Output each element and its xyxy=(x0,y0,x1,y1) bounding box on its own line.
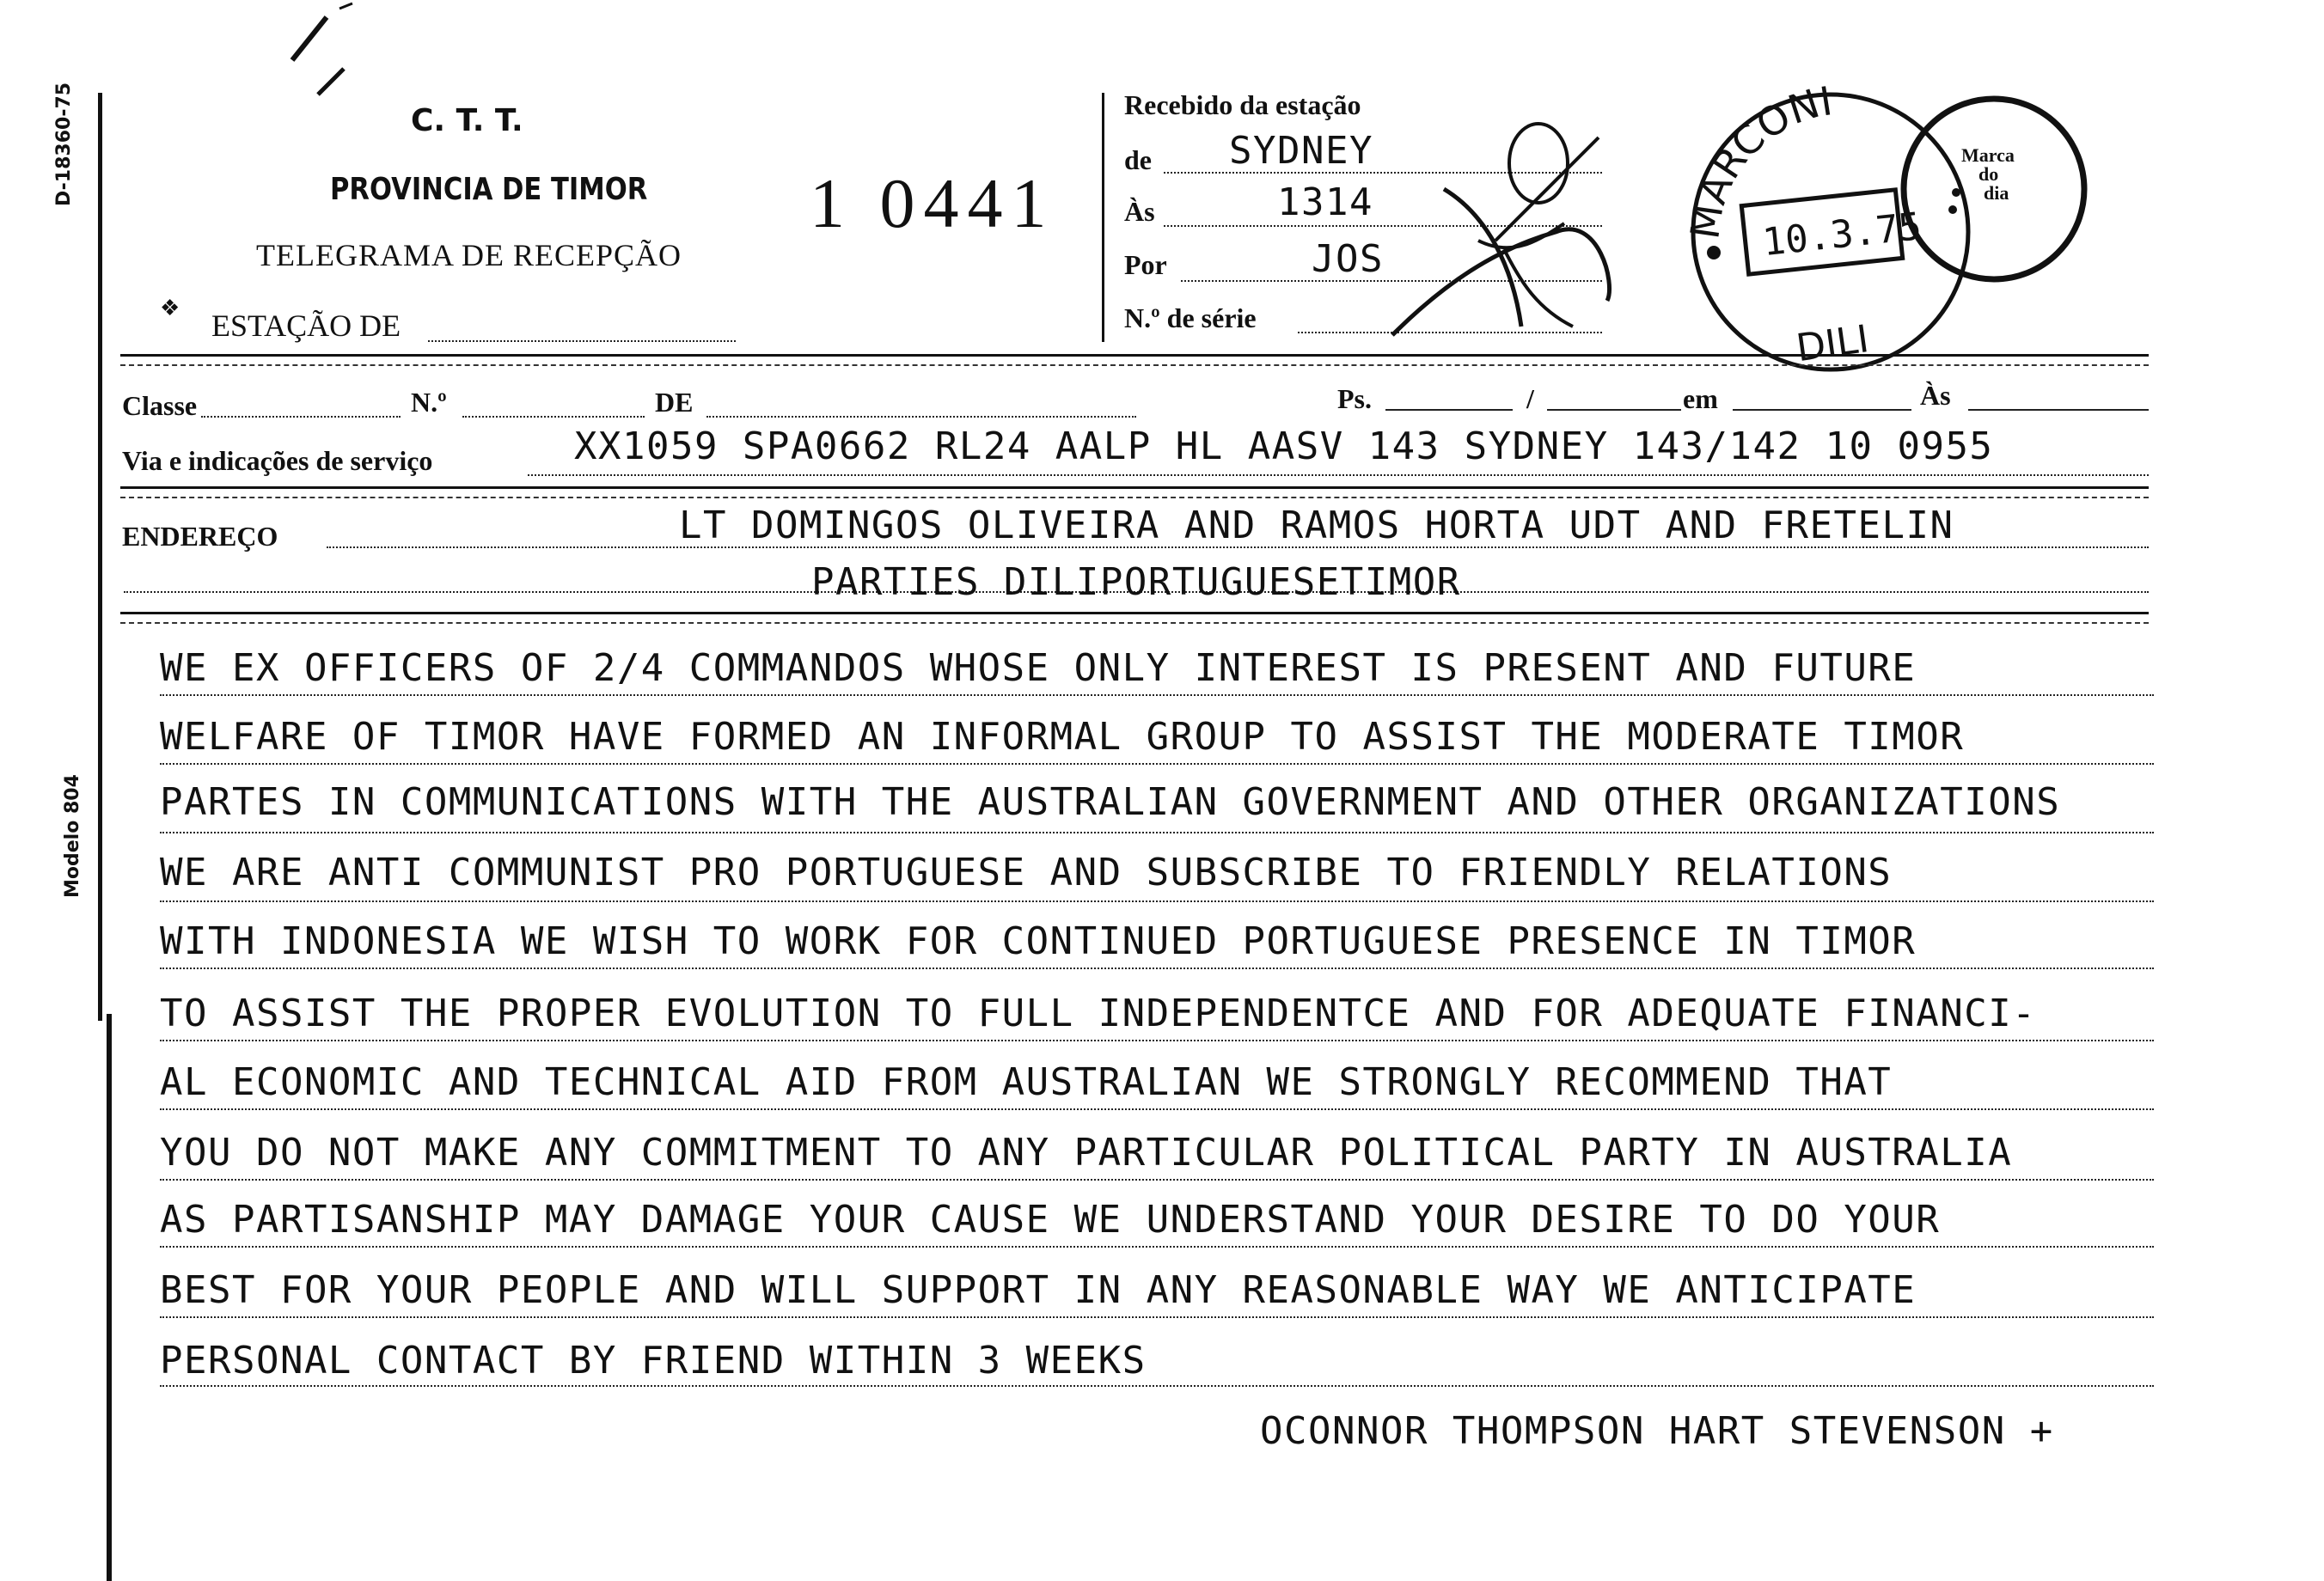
handwritten-initials xyxy=(1341,112,1624,344)
message-line: TO ASSIST THE PROPER EVOLUTION TO FULL INDEPENDENTCE AND FOR ADEQUATE FINANCI- xyxy=(160,992,2037,1035)
by-label: Por xyxy=(1124,249,1167,280)
ps-field[interactable] xyxy=(1385,409,1513,411)
address-label: ENDEREÇO xyxy=(122,521,278,552)
message-rule xyxy=(160,1040,2154,1041)
message-rule xyxy=(160,694,2154,696)
top-pen-marks xyxy=(258,0,395,112)
form-title: TELEGRAMA DE RECEPÇÃO xyxy=(256,238,682,272)
by-value[interactable]: JOS xyxy=(1312,237,1384,281)
message-line: PARTES IN COMMUNICATIONS WITH THE AUSTRALIAN GOVERNMENT AND OTHER ORGANIZATIONS xyxy=(160,780,2061,824)
from-label: de xyxy=(1124,144,1152,175)
message-line: YOU DO NOT MAKE ANY COMMITMENT TO ANY PARTICULAR POLITICAL PARTY IN AUSTRALIA xyxy=(160,1131,2013,1175)
org-name: C. T. T. xyxy=(411,103,523,138)
stamp-mark-label-1: Marca xyxy=(1961,144,2015,166)
message-rule xyxy=(160,1385,2154,1387)
serial-number: 1 0441 xyxy=(810,164,1055,242)
message-rule xyxy=(160,763,2154,765)
station-field[interactable] xyxy=(428,340,736,342)
address-rule-2 xyxy=(120,622,2149,624)
class-field[interactable] xyxy=(201,416,401,418)
series-label: N.º de série xyxy=(1124,302,1257,333)
message-rule xyxy=(160,900,2154,902)
header-rule-2 xyxy=(120,364,2149,366)
message-rule xyxy=(160,832,2154,833)
service-rule-2 xyxy=(120,497,2149,498)
at-label: Às xyxy=(1124,196,1155,227)
de-label: DE xyxy=(655,387,694,418)
ps-field-2[interactable] xyxy=(1547,409,1681,411)
address-value-1[interactable]: LT DOMINGOS OLIVEIRA AND RAMOS HORTA UDT AND FRETELIN xyxy=(679,504,1954,547)
message-line: PERSONAL CONTACT BY FRIEND WITHIN 3 WEEKS xyxy=(160,1339,1147,1383)
message-line: WE ARE ANTI COMMUNIST PRO PORTUGUESE AND SUBSCRIBE TO FRIENDLY RELATIONS xyxy=(160,851,1893,894)
as-field[interactable] xyxy=(1968,409,2149,411)
reception-divider xyxy=(1102,93,1104,342)
via-label: Via e indicações de serviço xyxy=(122,445,433,476)
left-border-top xyxy=(98,93,102,1021)
from-value[interactable]: SYDNEY xyxy=(1229,129,1373,173)
stamp-bottom-text: DILI xyxy=(1793,317,1872,371)
em-label: em xyxy=(1683,383,1718,414)
signature-line: OCONNOR THOMPSON HART STEVENSON + xyxy=(1260,1409,2054,1453)
message-rule xyxy=(160,1246,2154,1248)
message-line: WITH INDONESIA WE WISH TO WORK FOR CONTINUED PORTUGUESE PRESENCE IN TIMOR xyxy=(160,919,1917,963)
no-label: N.º xyxy=(411,387,447,418)
message-rule xyxy=(160,1108,2154,1110)
message-line: AS PARTISANSHIP MAY DAMAGE YOUR CAUSE WE UNDERSTAND YOUR DESIRE TO DO YOUR xyxy=(160,1198,1941,1242)
marconi-stamp xyxy=(1659,52,2089,395)
address-value-2[interactable]: PARTIES DILIPORTUGUESETIMOR xyxy=(811,560,1461,604)
model-label: Modelo 804 xyxy=(62,774,83,898)
de-field[interactable] xyxy=(706,416,1136,418)
message-line: WE EX OFFICERS OF 2/4 COMMANDOS WHOSE ONLY INTEREST IS PRESENT AND FUTURE xyxy=(160,646,1917,690)
side-code: D-18360-75 xyxy=(53,82,75,206)
ps-slash: / xyxy=(1526,383,1534,414)
via-field-line xyxy=(528,474,2149,476)
ps-label: Ps. xyxy=(1337,383,1372,414)
stamp-mark-label-3: dia xyxy=(1984,182,2009,204)
header-rule-1 xyxy=(120,354,2149,357)
address-rule-1 xyxy=(120,612,2149,614)
message-line: AL ECONOMIC AND TECHNICAL AID FROM AUSTRALIAN WE STRONGLY RECOMMEND THAT xyxy=(160,1060,1893,1104)
message-rule xyxy=(160,1179,2154,1181)
service-rule-1 xyxy=(120,486,2149,489)
no-field[interactable] xyxy=(462,416,645,418)
bullet-icon: ❖ xyxy=(160,296,180,320)
station-label: ESTAÇÃO DE xyxy=(211,308,401,343)
stamp-top-text: MARCONI xyxy=(1681,77,1836,242)
left-border-bottom xyxy=(107,1014,112,1581)
message-line: WELFARE OF TIMOR HAVE FORMED AN INFORMAL GROUP TO ASSIST THE MODERATE TIMOR xyxy=(160,715,1965,759)
class-label: Classe xyxy=(122,390,198,421)
province-name: PROVINCIA DE TIMOR xyxy=(330,172,648,207)
via-value[interactable]: XX1059 SPA0662 RL24 AALP HL AASV 143 SYDNEY 143/142 10 0955 xyxy=(574,424,1994,468)
as-label: Às xyxy=(1920,380,1951,411)
at-value[interactable]: 1314 xyxy=(1277,180,1373,224)
stamp-date: 10.3.75 xyxy=(1760,204,1924,266)
message-rule xyxy=(160,1316,2154,1318)
message-line: BEST FOR YOUR PEOPLE AND WILL SUPPORT IN ANY REASONABLE WAY WE ANTICIPATE xyxy=(160,1268,1917,1312)
em-field[interactable] xyxy=(1733,409,1911,411)
stamp-mark-label-2: do xyxy=(1978,163,1999,185)
received-label: Recebido da estação xyxy=(1124,89,1361,120)
message-rule xyxy=(160,968,2154,969)
